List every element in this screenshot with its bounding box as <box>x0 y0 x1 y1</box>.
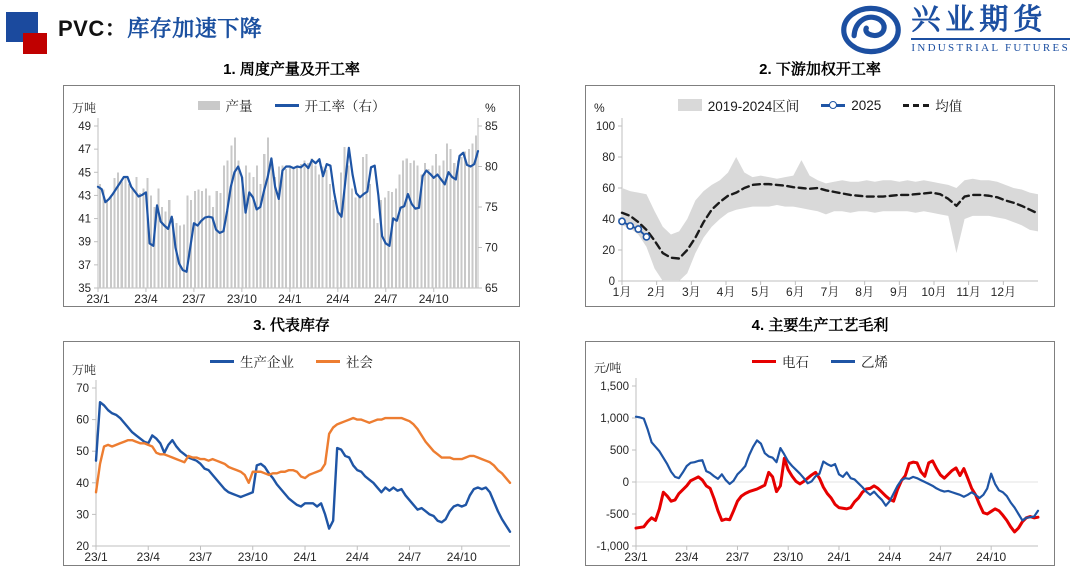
legend-label-range-2019-2024: 2019-2024区间 <box>707 99 800 114</box>
x-axis-tick-label: 24/4 <box>878 550 902 563</box>
legend-label-producer-inventory: 生产企业 <box>240 355 294 370</box>
legend-item-operating-rate <box>275 95 386 115</box>
y-axis-tick-label: 49 <box>78 121 91 133</box>
chart-canvas-inventory <box>64 342 519 563</box>
slide-mark-red-square <box>23 33 47 54</box>
x-axis-tick-label: 3月 <box>682 285 701 299</box>
legend-swatch-producer-inventory <box>210 360 234 363</box>
x-axis-tick-label: 23/1 <box>624 550 648 563</box>
legend-swatch-range-2019-2024 <box>678 99 702 111</box>
x-axis-tick-label: 24/7 <box>374 292 398 304</box>
x-axis-tick-label: 24/4 <box>326 292 350 304</box>
legend-marker-dot <box>829 101 837 109</box>
right-axis-tick-label: 70 <box>485 242 498 255</box>
chart-box-weekly-production <box>63 85 520 307</box>
y-axis-tick-label: 20 <box>602 245 615 257</box>
y-axis-tick-label: 45 <box>78 167 91 180</box>
legend-item-producer-inventory <box>210 351 294 371</box>
x-axis-tick-label: 10月 <box>921 285 947 299</box>
legend-label-line-2025: 2025 <box>851 97 882 113</box>
y-axis-tick-label: 35 <box>78 283 91 295</box>
y-axis-tick-label: 40 <box>76 477 89 490</box>
chart-box-inventory <box>63 341 520 566</box>
x-axis-tick-label: 7月 <box>820 285 840 299</box>
x-axis-tick-label: 23/10 <box>237 550 268 563</box>
y-axis-tick-label: 0 <box>622 477 629 489</box>
x-axis-tick-label: 24/7 <box>928 550 953 563</box>
y-axis-tick-label: -1,000 <box>596 541 629 553</box>
y-axis-tick-label: 70 <box>76 383 89 395</box>
y-axis-tick-label: 1,000 <box>600 413 629 425</box>
y-axis-tick-label: 40 <box>602 214 615 226</box>
line-2025-marker <box>635 226 641 232</box>
company-name-chinese: 兴业期货 <box>911 4 1048 37</box>
right-axis-tick-label: 65 <box>485 283 498 295</box>
line-2025-marker <box>619 218 625 224</box>
x-axis-tick-label: 24/1 <box>827 550 851 563</box>
chart-panel-margin <box>585 314 1055 566</box>
y-axis-tick-label: 43 <box>78 190 91 203</box>
chart-title-weekly-production: 1. 周度产量及开工率 <box>223 61 360 78</box>
x-axis-tick-label: 24/7 <box>397 550 422 563</box>
x-axis-tick-label: 6月 <box>786 285 805 299</box>
y-axis-tick-label: 47 <box>78 144 91 157</box>
chart-panel-weekly-production <box>63 58 520 307</box>
y-axis-tick-label: 50 <box>76 446 89 459</box>
company-logo-text <box>911 6 1070 54</box>
x-axis-tick-label: 23/7 <box>188 550 213 563</box>
legend-item-line-2025 <box>821 98 881 113</box>
left-axis-unit-label: % <box>594 101 605 115</box>
legend-item-ethylene <box>831 351 888 371</box>
legend-swatch-ethylene <box>831 360 855 363</box>
x-axis-tick-label: 23/1 <box>86 292 110 304</box>
page-title-main: 库存加速下降 <box>127 16 263 41</box>
x-axis-tick-label: 23/4 <box>675 550 699 563</box>
company-logo <box>840 5 1070 55</box>
legend-label-ethylene: 乙烯 <box>861 355 888 370</box>
line-2025-marker <box>627 223 633 229</box>
y-axis-tick-label: 20 <box>76 541 89 553</box>
chart-canvas-downstream-rate <box>586 86 1054 304</box>
line-2025-marker <box>643 234 649 240</box>
y-axis-tick-label: 0 <box>608 276 615 288</box>
right-axis-tick-label: 80 <box>485 161 498 174</box>
chart-canvas-margin <box>586 342 1054 563</box>
right-axis-tick-label: 85 <box>485 121 498 133</box>
legend-item-carbide <box>752 351 809 371</box>
y-axis-tick-label: 30 <box>76 509 89 522</box>
x-axis-tick-label: 23/4 <box>134 292 158 304</box>
left-axis-unit-label: 万吨 <box>72 101 97 115</box>
legend-swatch-line-2025 <box>821 104 845 107</box>
y-axis-tick-label: 1,500 <box>600 381 629 393</box>
page-title-prefix: PVC： <box>58 16 128 41</box>
x-axis-tick-label: 24/4 <box>345 550 369 563</box>
chart-legend <box>586 351 1054 371</box>
x-axis-tick-label: 24/1 <box>293 550 317 563</box>
chart-legend <box>64 95 519 115</box>
y-axis-tick-label: 60 <box>76 414 89 427</box>
y-axis-tick-label: -500 <box>605 509 629 521</box>
x-axis-tick-label: 23/4 <box>136 550 160 563</box>
chart-title-inventory: 3. 代表库存 <box>253 317 330 334</box>
x-axis-tick-label: 23/1 <box>84 550 108 563</box>
x-axis-tick-label: 9月 <box>890 285 909 299</box>
x-axis-tick-label: 12月 <box>990 285 1017 299</box>
x-axis-tick-label: 2月 <box>647 285 666 299</box>
x-axis-tick-label: 23/7 <box>725 550 750 563</box>
legend-label-mean: 均值 <box>935 99 963 114</box>
social-inventory-line <box>96 418 510 492</box>
y-axis-tick-label: 39 <box>78 236 91 249</box>
x-axis-tick-label: 24/1 <box>278 292 302 304</box>
left-axis-unit-label: 元/吨 <box>594 361 622 375</box>
legend-item-production <box>198 95 253 115</box>
legend-label-production: 产量 <box>225 99 253 114</box>
right-axis-unit-label: % <box>485 101 496 115</box>
range-band <box>622 157 1038 281</box>
y-axis-tick-label: 41 <box>78 213 91 226</box>
x-axis-tick-label: 24/10 <box>446 550 477 563</box>
chart-title-downstream-rate: 2. 下游加权开工率 <box>759 61 881 78</box>
x-axis-tick-label: 1月 <box>612 285 632 299</box>
producer-inventory-line <box>96 402 510 532</box>
chart-box-margin <box>585 341 1055 566</box>
chart-panel-inventory <box>63 314 520 566</box>
chart-panel-downstream-rate <box>585 58 1055 307</box>
y-axis-tick-label: 37 <box>78 259 91 272</box>
x-axis-tick-label: 24/10 <box>418 292 449 304</box>
legend-swatch-operating-rate <box>275 104 299 107</box>
legend-swatch-production <box>198 101 220 110</box>
chart-legend <box>64 351 519 371</box>
chart-title-margin: 4. 主要生产工艺毛利 <box>751 317 889 334</box>
legend-swatch-social-inventory <box>316 360 340 363</box>
x-axis-tick-label: 23/10 <box>773 550 804 563</box>
chart-canvas-weekly-production <box>64 86 519 304</box>
right-axis-tick-label: 75 <box>485 202 498 214</box>
page-title <box>58 12 262 43</box>
company-name-english: INDUSTRIAL FUTURES <box>911 38 1070 54</box>
chart-box-downstream-rate <box>585 85 1055 307</box>
legend-swatch-carbide <box>752 360 776 363</box>
x-axis-tick-label: 4月 <box>716 285 736 299</box>
x-axis-tick-label: 23/7 <box>182 292 206 304</box>
x-axis-tick-label: 23/10 <box>226 292 257 304</box>
legend-item-mean <box>903 95 962 115</box>
y-axis-tick-label: 80 <box>602 152 615 164</box>
legend-item-social-inventory <box>316 351 373 371</box>
legend-item-range-2019-2024 <box>678 95 800 115</box>
legend-swatch-mean <box>903 104 929 107</box>
legend-label-carbide: 电石 <box>782 355 809 370</box>
x-axis-tick-label: 5月 <box>751 285 770 299</box>
y-axis-tick-label: 60 <box>602 183 615 195</box>
legend-label-social-inventory: 社会 <box>346 355 373 370</box>
company-logo-swirl-icon <box>840 5 902 55</box>
x-axis-tick-label: 11月 <box>956 285 981 299</box>
y-axis-tick-label: 100 <box>595 121 615 133</box>
legend-label-operating-rate: 开工率（右） <box>304 99 386 114</box>
chart-legend <box>586 95 1054 115</box>
x-axis-tick-label: 8月 <box>855 285 874 299</box>
x-axis-tick-label: 24/10 <box>976 550 1007 563</box>
left-axis-unit-label: 万吨 <box>72 363 97 377</box>
y-axis-tick-label: 500 <box>609 445 629 457</box>
